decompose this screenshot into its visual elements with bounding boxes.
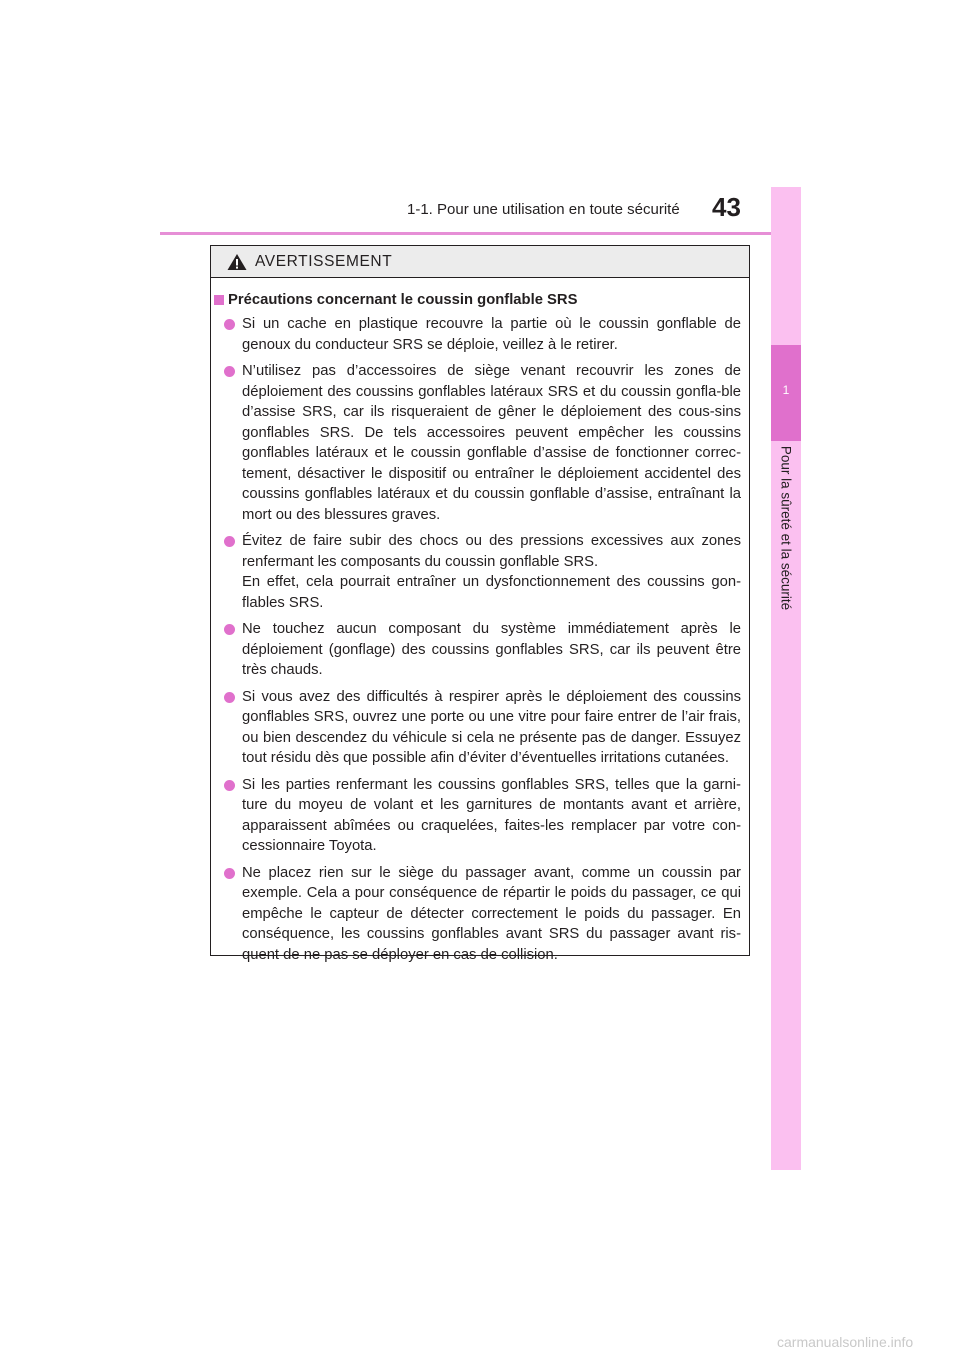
warning-triangle-icon bbox=[227, 253, 247, 271]
list-item bbox=[242, 687, 741, 769]
list-item bbox=[242, 619, 741, 681]
list-item-text: Si un cache en plastique recouvre la partie où le coussin gonflable de genoux du conducteur SRS se déploie, veillez à le retirer. bbox=[242, 316, 741, 353]
bullet-dot-icon bbox=[224, 319, 235, 330]
bullet-dot-icon bbox=[224, 366, 235, 377]
chapter-number: 1 bbox=[782, 383, 790, 397]
watermark: carmanualsonline.info bbox=[777, 1334, 914, 1350]
list-item bbox=[242, 863, 741, 966]
chapter-label: Pour la sûreté et la sécurité bbox=[778, 445, 794, 611]
page-number: 43 bbox=[712, 192, 741, 222]
chapter-side-tab bbox=[771, 187, 801, 1170]
list-item-text: Ne placez rien sur le siège du passager avant, comme un coussin par exemple. Cela a pour conséquence de répartir le poids du passager, ce qui empêche le capteur de détecter correctement le poids du passager. En conséquence, les coussins gonflables avant SRS du passager avant ris-quent de ne pas se déployer en cas de collision. bbox=[242, 864, 741, 963]
square-bullet-icon bbox=[214, 295, 224, 305]
list-item-text: Si les parties renfermant les coussins gonflables SRS, telles que la garni-ture du moyeu de volant et les garnitures de montants avant et arrière, apparaissent abîmées ou craquelées, faites-les remplacer par votre con-cessionnaire Toyota. bbox=[242, 776, 741, 854]
list-item bbox=[242, 531, 741, 613]
list-item bbox=[242, 314, 741, 355]
warning-box bbox=[210, 245, 750, 963]
bullet-dot-icon bbox=[224, 624, 235, 635]
list-item bbox=[242, 775, 741, 857]
list-item-text: Si vous avez des difficultés à respirer après le déploiement des coussins gonflables SRS, ouvrez une porte ou une vitre pour faire entrer de l’air frais, ou bien descendez du véhicule si cela ne présente pas de danger. Essuyez tout résidu dès que possible afin d’éviter d’éventuelles irritations cutanées. bbox=[242, 688, 741, 766]
list-item bbox=[242, 361, 741, 525]
bullet-dot-icon bbox=[224, 536, 235, 547]
list-item-text: N’utilisez pas d’accessoires de siège venant recouvrir les zones de déploiement des coussins gonflables latéraux SRS et du coussin gonfla-ble d’assise SRS, car ils risqueraient de gêner le déploiement des cous-sins gonflables SRS. De tels accessoires peuvent empêcher les coussins gonflables latéraux et le coussin gonflable d’assise de fonctionner correc-tement, désactiver le dispositif ou entraîner le déploiement accidentel des coussins gonflables latéraux et du coussin gonflable d’assise, entraînant la mort ou des blessures graves. bbox=[242, 363, 741, 523]
list-item-text: Évitez de faire subir des chocs ou des pressions excessives aux zones renfermant les composants du coussin gonflable SRS. bbox=[242, 533, 741, 570]
warning-header bbox=[211, 246, 749, 278]
bullet-dot-icon bbox=[224, 692, 235, 703]
list-item-text: Ne touchez aucun composant du système immédiatement après le déploiement (gonflage) des coussins gonflables SRS, car ils peuvent être très chauds. bbox=[242, 621, 741, 678]
header-divider bbox=[160, 232, 800, 235]
list-item-text-continued: En effet, cela pourrait entraîner un dysfonctionnement des coussins gon-flables SRS. bbox=[242, 574, 741, 611]
warning-title: AVERTISSEMENT bbox=[255, 252, 393, 270]
section-heading-text: Précautions concernant le coussin gonflable SRS bbox=[228, 292, 578, 308]
bullet-dot-icon bbox=[224, 780, 235, 791]
running-header-title: 1-1. Pour une utilisation en toute sécurité bbox=[407, 201, 680, 218]
section-heading bbox=[214, 292, 749, 308]
bullet-dot-icon bbox=[224, 868, 235, 879]
